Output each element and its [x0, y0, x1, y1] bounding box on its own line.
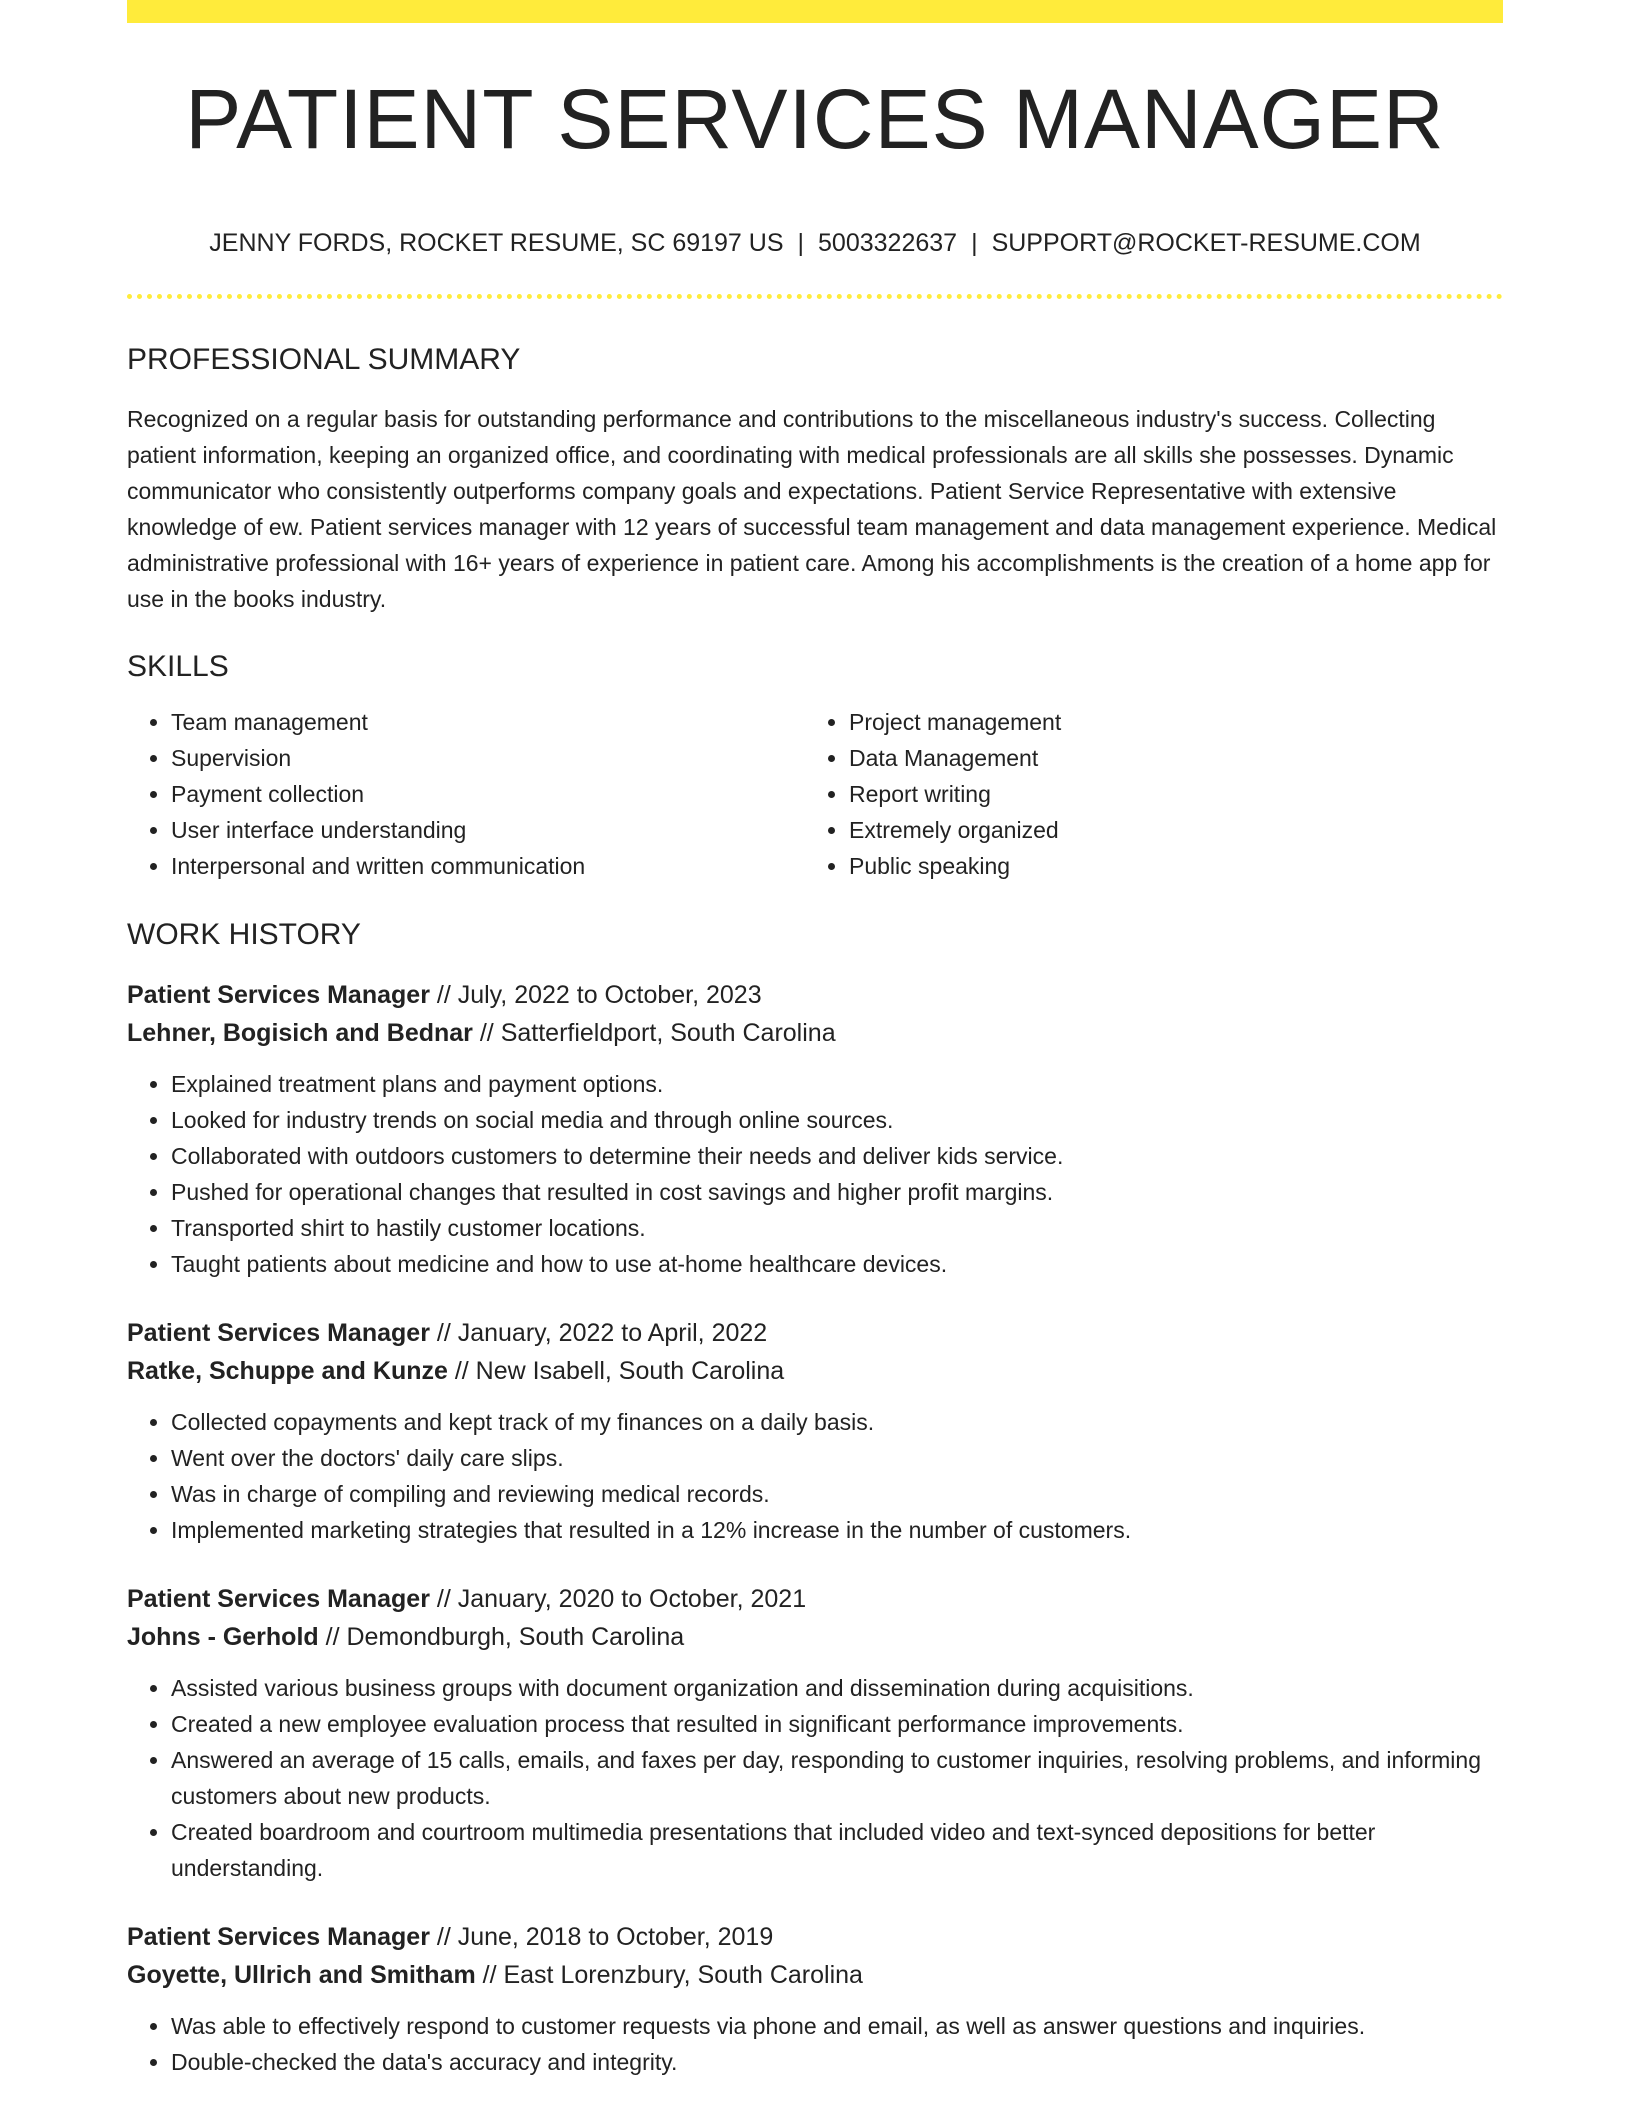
job-title-line — [127, 1314, 1503, 1352]
contact-phone: 5003322637 — [818, 229, 958, 257]
summary-text: Recognized on a regular basis for outstanding performance and contributions to the miscellaneous industry's success. Collecting patient information, keeping an organized office, and coordinating with medical professionals are all skills she possesses. Dynamic communicator who consistently outperforms company goals and expectations. Patient Service Representative with extensive knowledge of ew. Patient services manager with 12 years of successful team management and data management experience. Medical administrative professional with 16+ years of experience in patient care. Among his accomplishments is the creation of a home app for use in the books industry. — [127, 406, 1497, 612]
job-bullet-list — [127, 1066, 1503, 1282]
job-bullet: • Collected copayments and kept track of my finances on a daily basis. — [171, 1404, 1503, 1440]
job-bullet: • Answered an average of 15 calls, emails, and faxes per day, responding to customer inquiries, resolving problems, and informing customers about new products. — [171, 1742, 1503, 1814]
skills-list-right — [805, 704, 1483, 884]
job-dates: // June, 2018 to October, 2019 — [429, 1923, 774, 1951]
summary-heading: PROFESSIONAL SUMMARY — [127, 343, 521, 376]
job-entry — [127, 976, 1503, 1282]
contact-email: SUPPORT@ROCKET-RESUME.COM — [991, 229, 1421, 257]
job-bullet: • Went over the doctors' daily care slips. — [171, 1440, 1503, 1476]
job-title-line — [127, 1580, 1503, 1618]
job-bullet-list — [127, 1404, 1503, 1548]
job-bullet: • Taught patients about medicine and how to use at-home healthcare devices. — [171, 1246, 1503, 1282]
job-dates: // January, 2022 to April, 2022 — [429, 1319, 768, 1347]
job-company: Johns - Gerhold — [127, 1623, 319, 1651]
skill-item: • Team management — [171, 704, 805, 740]
skill-item: • Project management — [849, 704, 1483, 740]
job-bullet: • Implemented marketing strategies that resulted in a 12% increase in the number of customers. — [171, 1512, 1503, 1548]
job-company: Ratke, Schuppe and Kunze — [127, 1357, 448, 1385]
job-bullet: • Looked for industry trends on social media and through online sources. — [171, 1102, 1503, 1138]
skills-grid — [127, 704, 1503, 884]
skill-item: • Payment collection — [171, 776, 805, 812]
work-history-heading: WORK HISTORY — [127, 918, 361, 951]
job-bullet: • Explained treatment plans and payment options. — [171, 1066, 1503, 1102]
job-bullet-list — [127, 2008, 1503, 2080]
job-bullet: • Created a new employee evaluation process that resulted in significant performance improvements. — [171, 1706, 1503, 1742]
skill-item: • Public speaking — [849, 848, 1483, 884]
job-location: // Satterfieldport, South Carolina — [472, 1019, 836, 1047]
job-location: // New Isabell, South Carolina — [447, 1357, 785, 1385]
skill-item: • Data Management — [849, 740, 1483, 776]
job-title: Patient Services Manager — [127, 1585, 430, 1613]
skills-heading: SKILLS — [127, 650, 229, 683]
job-entry — [127, 1918, 1503, 2080]
job-entry — [127, 1314, 1503, 1548]
job-location: // Demondburgh, South Carolina — [318, 1623, 685, 1651]
job-entry — [127, 1580, 1503, 1886]
job-title: Patient Services Manager — [127, 1319, 430, 1347]
job-company-line — [127, 1352, 1503, 1390]
job-bullet: • Assisted various business groups with document organization and dissemination during acquisitions. — [171, 1670, 1503, 1706]
skill-item: • Report writing — [849, 776, 1483, 812]
job-title-line — [127, 976, 1503, 1014]
skills-list-left — [127, 704, 805, 884]
job-company: Goyette, Ullrich and Smitham — [127, 1961, 476, 1989]
job-title: Patient Services Manager — [127, 981, 430, 1009]
job-title-line — [127, 1918, 1503, 1956]
contact-address: JENNY FORDS, ROCKET RESUME, SC 69197 US — [209, 229, 784, 257]
job-bullet: • Pushed for operational changes that resulted in cost savings and higher profit margins. — [171, 1174, 1503, 1210]
resume-title: PATIENT SERVICES MANAGER — [185, 72, 1445, 166]
job-dates: // January, 2020 to October, 2021 — [429, 1585, 807, 1613]
skill-item: • Interpersonal and written communication — [171, 848, 805, 884]
job-bullet: • Collaborated with outdoors customers to determine their needs and deliver kids service. — [171, 1138, 1503, 1174]
job-bullet: • Created boardroom and courtroom multimedia presentations that included video and text-synced depositions for better understanding. — [171, 1814, 1503, 1886]
skill-item: • Supervision — [171, 740, 805, 776]
resume-page — [127, 0, 1503, 2080]
job-company-line — [127, 1618, 1503, 1656]
contact-separator: | — [797, 229, 805, 257]
job-bullet-list — [127, 1670, 1503, 1886]
job-company-line — [127, 1956, 1503, 1994]
job-dates: // July, 2022 to October, 2023 — [429, 981, 762, 1009]
job-location: // East Lorenzbury, South Carolina — [475, 1961, 863, 1989]
accent-top-bar — [127, 0, 1503, 23]
job-bullet: • Was able to effectively respond to customer requests via phone and email, as well as answer questions and inquiries. — [171, 2008, 1503, 2044]
skill-item: • Extremely organized — [849, 812, 1483, 848]
job-bullet: • Transported shirt to hastily customer locations. — [171, 1210, 1503, 1246]
contact-info — [127, 231, 1503, 256]
job-company-line — [127, 1014, 1503, 1052]
job-company: Lehner, Bogisich and Bednar — [127, 1019, 473, 1047]
header-divider — [127, 294, 1503, 299]
job-bullet: • Double-checked the data's accuracy and integrity. — [171, 2044, 1503, 2080]
job-bullet: • Was in charge of compiling and reviewing medical records. — [171, 1476, 1503, 1512]
contact-separator: | — [971, 229, 978, 257]
job-title: Patient Services Manager — [127, 1923, 430, 1951]
skill-item: • User interface understanding — [171, 812, 805, 848]
